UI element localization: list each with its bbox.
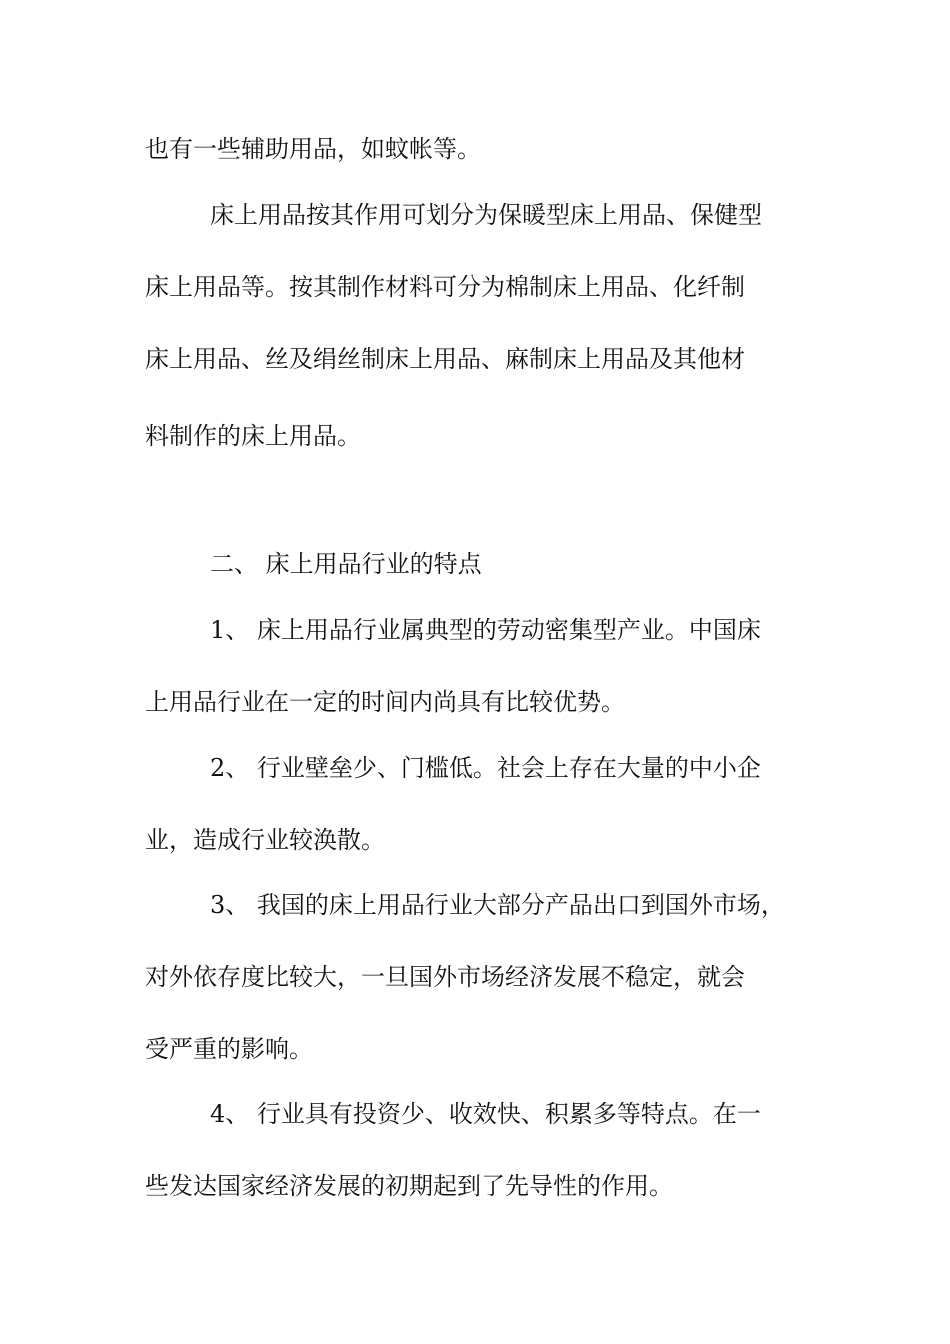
- section-heading: 二、 床上用品行业的特点: [210, 550, 482, 578]
- list-item-first-line: 4、 行业具有投资少、收效快、积累多等特点。在一: [210, 1100, 761, 1128]
- text-line: 受严重的影响。: [145, 1035, 313, 1063]
- text-line: 些发达国家经济发展的初期起到了先导性的作用。: [145, 1172, 673, 1200]
- text-line: 床上用品、丝及绢丝制床上用品、麻制床上用品及其他材: [145, 345, 745, 373]
- text-line: 对外依存度比较大，一旦国外市场经济发展不稳定，就会: [145, 963, 745, 991]
- text-line: 料制作的床上用品。: [145, 422, 361, 450]
- list-item-first-line: 3、 我国的床上用品行业大部分产品出口到国外市场，: [210, 891, 785, 919]
- text-line: 床上用品等。按其制作材料可分为棉制床上用品、化纤制: [145, 273, 745, 301]
- text-line: 业，造成行业较涣散。: [145, 826, 385, 854]
- paragraph-first-line: 床上用品按其作用可划分为保暖型床上用品、保健型: [210, 201, 762, 229]
- text-line: 上用品行业在一定的时间内尚具有比较优势。: [145, 688, 625, 716]
- list-item-first-line: 2、 行业壁垒少、门槛低。社会上存在大量的中小企: [210, 754, 761, 782]
- list-item-first-line: 1、 床上用品行业属典型的劳动密集型产业。中国床: [210, 616, 761, 644]
- text-line: 也有一些辅助用品，如蚊帐等。: [145, 135, 481, 163]
